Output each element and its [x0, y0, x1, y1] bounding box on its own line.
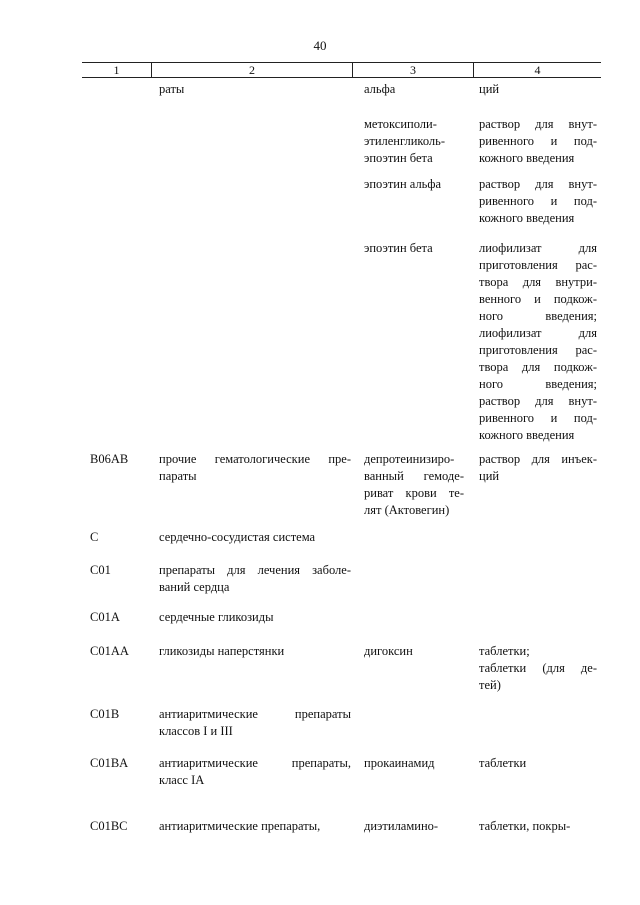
dosage-form-line: ривенного и под-: [479, 411, 597, 425]
dosage-form-line: таблетки, покры-: [479, 819, 571, 833]
dosage-form-line: раствор для внут-: [479, 117, 597, 131]
dosage-form-line: таблетки (для де-: [479, 661, 597, 675]
drug-name-line: депротеинизиро-: [364, 452, 455, 466]
drug-name-line: эпоэтин бета: [364, 151, 433, 165]
drug-name-line: альфа: [364, 82, 396, 96]
atc-code: C: [90, 530, 99, 544]
group-name: [159, 81, 351, 98]
group-name-line: параты: [159, 469, 197, 483]
atc-code: C01: [90, 563, 111, 577]
table-header: [82, 62, 601, 78]
group-name-line: прочие гематологические пре-: [159, 452, 351, 466]
drug-name-line: риват крови те-: [364, 486, 464, 500]
group-name: [159, 562, 351, 596]
group-name-line: антиаритмические препараты,: [159, 756, 351, 770]
dosage-form-line: таблетки: [479, 756, 527, 770]
dosage-form: [479, 176, 597, 227]
drug-name-line: лят (Актовегин): [364, 503, 450, 517]
group-name-line: раты: [159, 82, 185, 96]
dosage-form-line: тей): [479, 678, 501, 692]
drug-name-line: этиленгликоль-: [364, 134, 446, 148]
dosage-form-line: таблетки;: [479, 644, 530, 658]
group-name-line: класс IA: [159, 773, 205, 787]
dosage-form-line: кожного введения: [479, 151, 575, 165]
group-name: [159, 451, 351, 485]
drug-name: [364, 451, 464, 519]
drug-name-line: дигоксин: [364, 644, 413, 658]
group-name-line: сердечные гликозиды: [159, 610, 274, 624]
dosage-form-line: раствор для внут-: [479, 394, 597, 408]
page-number: 40: [313, 38, 327, 53]
dosage-form-line: ривенного и под-: [479, 134, 597, 148]
dosage-form-line: раствор для внут-: [479, 177, 597, 191]
drug-name-line: эпоэтин альфа: [364, 177, 442, 191]
dosage-form-line: раствор для инъек-: [479, 452, 597, 466]
group-name: [159, 643, 351, 660]
drug-name: [364, 116, 464, 167]
drug-name-line: ванный гемоде-: [364, 469, 464, 483]
atc-code: C01B: [90, 707, 120, 721]
dosage-form-line: твора для внутри-: [479, 275, 597, 289]
header-col-2: 2: [249, 63, 255, 77]
group-name: [159, 755, 351, 789]
dosage-form-line: приготовления рас-: [479, 343, 597, 357]
group-name-line: антиаритмические препараты: [159, 707, 351, 721]
group-name-line: гликозиды наперстянки: [159, 644, 285, 658]
atc-code: C01A: [90, 610, 120, 624]
group-name-line: антиаритмические препараты,: [159, 819, 321, 833]
group-name: [159, 529, 351, 546]
atc-code: C01BC: [90, 819, 128, 833]
drug-name: [364, 176, 464, 193]
dosage-form-line: приготовления рас-: [479, 258, 597, 272]
dosage-form: [479, 755, 597, 772]
atc-code: B06AB: [90, 452, 129, 466]
drug-name: [364, 643, 464, 660]
dosage-form-line: венного и подкож-: [479, 292, 597, 306]
dosage-form: [479, 81, 597, 98]
group-name-line: сердечно-сосудистая система: [159, 530, 316, 544]
drug-name-line: прокаинамид: [364, 756, 435, 770]
drug-name: [364, 81, 464, 98]
group-name: [159, 609, 351, 626]
group-name-line: препараты для лечения заболе-: [159, 563, 351, 577]
atc-code: C01AA: [90, 644, 129, 658]
group-name-line: ваний сердца: [159, 580, 230, 594]
dosage-form: [479, 116, 597, 167]
dosage-form-line: ций: [479, 82, 500, 96]
dosage-form-line: кожного введения: [479, 428, 575, 442]
header-col-3: 3: [410, 63, 416, 77]
drug-name: [364, 755, 464, 772]
dosage-form: [479, 240, 597, 444]
group-name-line: классов I и III: [159, 724, 233, 738]
dosage-form-line: лиофилизат для: [479, 326, 597, 340]
drug-name-line: диэтиламино-: [364, 819, 439, 833]
dosage-form: [479, 451, 597, 485]
dosage-form-line: ций: [479, 469, 500, 483]
dosage-form: [479, 643, 597, 694]
dosage-form-line: ривенного и под-: [479, 194, 597, 208]
drug-name-line: метоксиполи-: [364, 117, 437, 131]
dosage-form-line: ного введения;: [479, 377, 597, 391]
dosage-form-line: лиофилизат для: [479, 241, 597, 255]
group-name: [159, 706, 351, 740]
dosage-form-line: ного введения;: [479, 309, 597, 323]
dosage-form-line: твора для подкож-: [479, 360, 597, 374]
atc-code: C01BA: [90, 756, 129, 770]
header-col-1: 1: [113, 63, 120, 77]
drug-name-line: эпоэтин бета: [364, 241, 433, 255]
header-col-4: 4: [534, 63, 541, 77]
group-name: [159, 818, 351, 835]
drug-name: [364, 240, 464, 257]
dosage-form: [479, 818, 597, 835]
drug-name: [364, 818, 464, 835]
dosage-form-line: кожного введения: [479, 211, 575, 225]
